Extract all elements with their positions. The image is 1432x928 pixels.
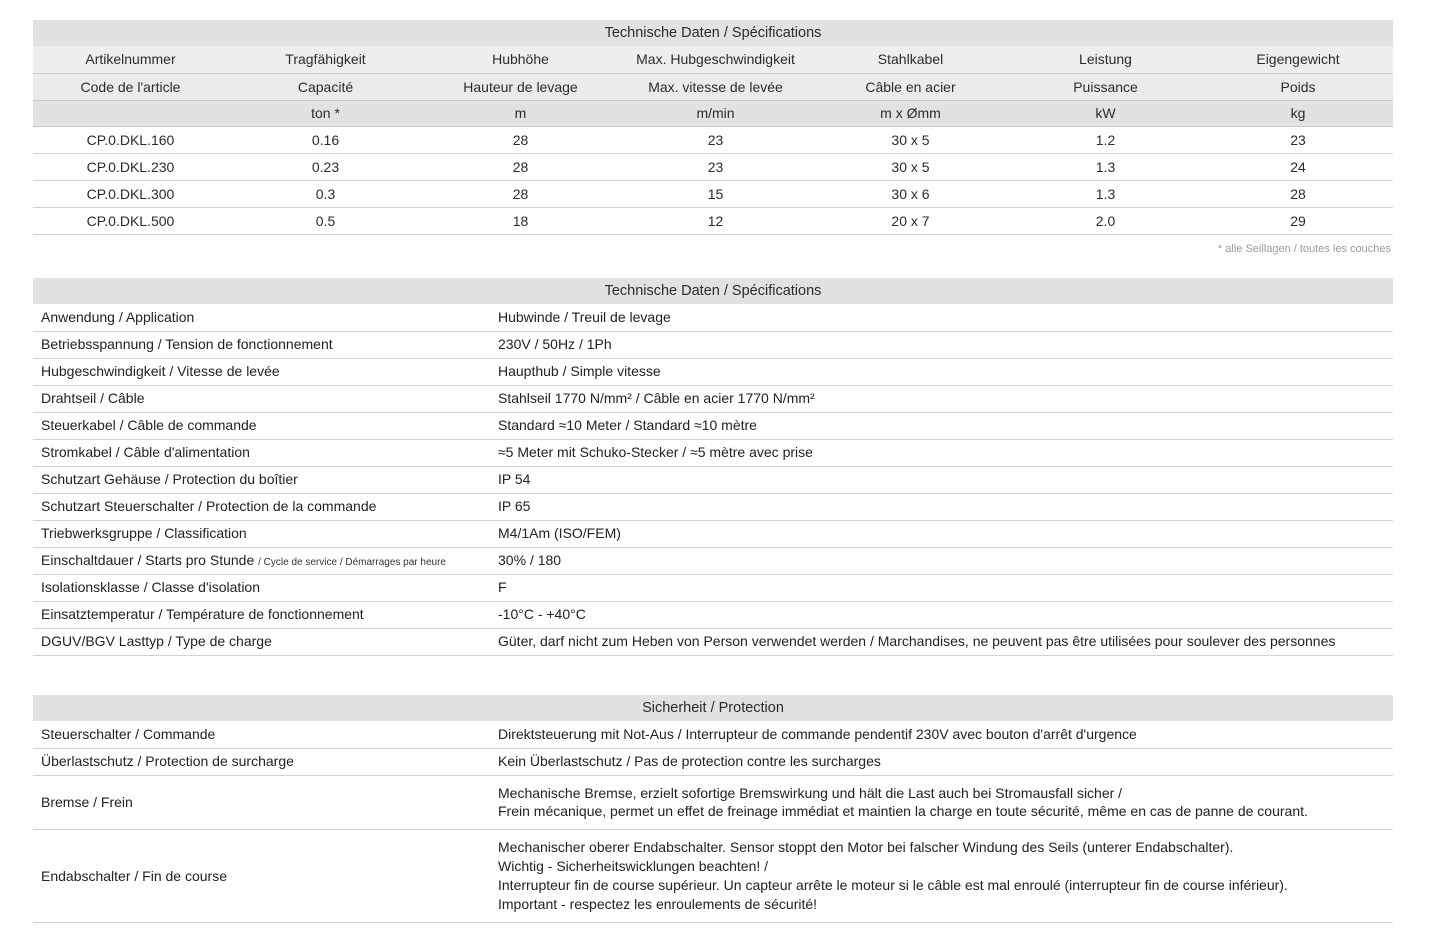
spec-label bbox=[33, 547, 488, 574]
cell-power: 1.2 bbox=[1008, 126, 1203, 153]
spec-row bbox=[33, 628, 1393, 655]
col-header-de: Leistung bbox=[1008, 46, 1203, 73]
table1-title: Technische Daten / Spécifications bbox=[33, 20, 1393, 46]
cell-steel-rope: 30 x 6 bbox=[813, 180, 1008, 207]
spec-value: Stahlseil 1770 N/mm² / Câble en acier 1770 N/mm² bbox=[488, 385, 1393, 412]
specifications-table-1 bbox=[33, 20, 1393, 255]
spec-label: Stromkabel / Câble d'alimentation bbox=[33, 439, 488, 466]
cell-capacity: 0.3 bbox=[228, 180, 423, 207]
spec-label: Hubgeschwindigkeit / Vitesse de levée bbox=[33, 358, 488, 385]
unit-cell: ton * bbox=[228, 100, 423, 126]
cell-article-code: CP.0.DKL.160 bbox=[33, 126, 228, 153]
safety-table bbox=[33, 695, 1393, 923]
col-header-fr: Poids bbox=[1203, 73, 1393, 100]
cell-steel-rope: 20 x 7 bbox=[813, 207, 1008, 234]
unit-cell: m x Ømm bbox=[813, 100, 1008, 126]
cell-capacity: 0.5 bbox=[228, 207, 423, 234]
col-header-fr: Max. vitesse de levée bbox=[618, 73, 813, 100]
safety-value-line: Interrupteur fin de course supérieur. Un capteur arrête le moteur si le câble est mal enroulé (interrupteur fin de course inférieur). bbox=[498, 877, 1288, 894]
spec-label: Drahtseil / Câble bbox=[33, 385, 488, 412]
table1-grid bbox=[33, 46, 1393, 235]
cell-power: 2.0 bbox=[1008, 207, 1203, 234]
spec-value: IP 54 bbox=[488, 466, 1393, 493]
spec-row bbox=[33, 439, 1393, 466]
unit-cell: kg bbox=[1203, 100, 1393, 126]
table1-footnote: * alle Seillagen / toutes les couches bbox=[1217, 242, 1391, 255]
cell-capacity: 0.16 bbox=[228, 126, 423, 153]
table-row bbox=[33, 207, 1393, 234]
cell-weight: 29 bbox=[1203, 207, 1393, 234]
spec-value: 30% / 180 bbox=[488, 547, 1393, 574]
spec-value: Standard ≈10 Meter / Standard ≈10 mètre bbox=[488, 412, 1393, 439]
safety-value bbox=[488, 830, 1393, 923]
spec-value: F bbox=[488, 574, 1393, 601]
col-header-fr: Câble en acier bbox=[813, 73, 1008, 100]
spec-label: Schutzart Steuerschalter / Protection de la commande bbox=[33, 493, 488, 520]
cell-weight: 24 bbox=[1203, 153, 1393, 180]
col-header-fr: Capacité bbox=[228, 73, 423, 100]
safety-row bbox=[33, 748, 1393, 775]
col-header-de: Hubhöhe bbox=[423, 46, 618, 73]
cell-article-code: CP.0.DKL.300 bbox=[33, 180, 228, 207]
spec-row bbox=[33, 466, 1393, 493]
spec-value: Güter, darf nicht zum Heben von Person verwendet werden / Marchandises, ne peuvent pas être utilisées pour soulever des personnes bbox=[488, 628, 1393, 655]
table2-title: Technische Daten / Spécifications bbox=[33, 278, 1393, 304]
table1-header-de bbox=[33, 46, 1393, 73]
col-header-de: Eigengewicht bbox=[1203, 46, 1393, 73]
safety-row bbox=[33, 775, 1393, 830]
safety-value-line: Frein mécanique, permet un effet de freinage immédiat et maintien la charge en toute sécurité, même en cas de panne de courant. bbox=[498, 803, 1308, 820]
table1-units-row bbox=[33, 100, 1393, 126]
spec-value: ≈5 Meter mit Schuko-Stecker / ≈5 mètre avec prise bbox=[488, 439, 1393, 466]
safety-label: Steuerschalter / Commande bbox=[33, 721, 488, 748]
cell-power: 1.3 bbox=[1008, 180, 1203, 207]
safety-label: Bremse / Frein bbox=[33, 775, 488, 830]
unit-cell: kW bbox=[1008, 100, 1203, 126]
col-header-fr: Puissance bbox=[1008, 73, 1203, 100]
safety-value bbox=[488, 775, 1393, 830]
spec-row bbox=[33, 574, 1393, 601]
table-row bbox=[33, 126, 1393, 153]
spec-label-sub: / Cycle de service / Démarrages par heure bbox=[258, 557, 446, 569]
safety-value-line: Important - respectez les enroulements de sécurité! bbox=[498, 895, 818, 912]
spec-label: Triebwerksgruppe / Classification bbox=[33, 520, 488, 547]
cell-article-code: CP.0.DKL.500 bbox=[33, 207, 228, 234]
spec-row bbox=[33, 493, 1393, 520]
spec-value: IP 65 bbox=[488, 493, 1393, 520]
safety-label: Überlastschutz / Protection de surcharge bbox=[33, 748, 488, 775]
safety-value bbox=[488, 748, 1393, 775]
unit-cell: m bbox=[423, 100, 618, 126]
safety-value-line: Wichtig - Sicherheitswicklungen beachten! / bbox=[498, 858, 769, 875]
cell-steel-rope: 30 x 5 bbox=[813, 126, 1008, 153]
spec-value: Haupthub / Simple vitesse bbox=[488, 358, 1393, 385]
table2-grid bbox=[33, 304, 1393, 656]
col-header-fr: Hauteur de levage bbox=[423, 73, 618, 100]
safety-row bbox=[33, 721, 1393, 748]
spec-row bbox=[33, 601, 1393, 628]
table3-title: Sicherheit / Protection bbox=[33, 695, 1393, 721]
cell-weight: 23 bbox=[1203, 126, 1393, 153]
spec-label: DGUV/BGV Lasttyp / Type de charge bbox=[33, 628, 488, 655]
safety-value-line: Kein Überlastschutz / Pas de protection contre les surcharges bbox=[498, 753, 881, 770]
cell-lift-height: 28 bbox=[423, 153, 618, 180]
col-header-de: Stahlkabel bbox=[813, 46, 1008, 73]
unit-cell bbox=[33, 100, 228, 126]
spec-label: Einsatztemperatur / Température de fonctionnement bbox=[33, 601, 488, 628]
col-header-fr: Code de l'article bbox=[33, 73, 228, 100]
safety-row bbox=[33, 830, 1393, 923]
cell-lift-height: 18 bbox=[423, 207, 618, 234]
safety-value-line: Direktsteuerung mit Not-Aus / Interrupteur de commande pendentif 230V avec bouton d'arrêt d'urgence bbox=[498, 725, 1137, 742]
spec-row bbox=[33, 331, 1393, 358]
spec-value: -10°C - +40°C bbox=[488, 601, 1393, 628]
cell-lift-speed: 12 bbox=[618, 207, 813, 234]
spec-row bbox=[33, 520, 1393, 547]
spec-label: Betriebsspannung / Tension de fonctionnement bbox=[33, 331, 488, 358]
spec-row bbox=[33, 304, 1393, 331]
safety-value-line: Mechanischer oberer Endabschalter. Sensor stoppt den Motor bei falscher Windung des Seils (unterer Endabschalter). bbox=[498, 839, 1234, 856]
col-header-de: Max. Hubgeschwindigkeit bbox=[618, 46, 813, 73]
spec-value: Hubwinde / Treuil de levage bbox=[488, 304, 1393, 331]
cell-lift-speed: 15 bbox=[618, 180, 813, 207]
table3-grid bbox=[33, 721, 1393, 923]
spec-row bbox=[33, 358, 1393, 385]
col-header-de: Tragfähigkeit bbox=[228, 46, 423, 73]
table-row bbox=[33, 180, 1393, 207]
spec-label: Schutzart Gehäuse / Protection du boîtier bbox=[33, 466, 488, 493]
specifications-table-2 bbox=[33, 278, 1393, 656]
spec-label-main: Einschaltdauer / Starts pro Stunde bbox=[41, 552, 255, 569]
spec-value: M4/1Am (ISO/FEM) bbox=[488, 520, 1393, 547]
spec-label: Isolationsklasse / Classe d'isolation bbox=[33, 574, 488, 601]
safety-label: Endabschalter / Fin de course bbox=[33, 830, 488, 923]
table1-header-fr bbox=[33, 73, 1393, 100]
spec-row bbox=[33, 385, 1393, 412]
cell-weight: 28 bbox=[1203, 180, 1393, 207]
spec-value: 230V / 50Hz / 1Ph bbox=[488, 331, 1393, 358]
cell-article-code: CP.0.DKL.230 bbox=[33, 153, 228, 180]
col-header-de: Artikelnummer bbox=[33, 46, 228, 73]
spec-label: Anwendung / Application bbox=[33, 304, 488, 331]
unit-cell: m/min bbox=[618, 100, 813, 126]
safety-value-line: Mechanische Bremse, erzielt sofortige Bremswirkung und hält die Last auch bei Stromausfall sicher / bbox=[498, 784, 1123, 801]
spec-label: Steuerkabel / Câble de commande bbox=[33, 412, 488, 439]
cell-lift-height: 28 bbox=[423, 180, 618, 207]
safety-value bbox=[488, 721, 1393, 748]
spec-row bbox=[33, 412, 1393, 439]
cell-lift-height: 28 bbox=[423, 126, 618, 153]
cell-steel-rope: 30 x 5 bbox=[813, 153, 1008, 180]
cell-lift-speed: 23 bbox=[618, 126, 813, 153]
cell-lift-speed: 23 bbox=[618, 153, 813, 180]
spec-row bbox=[33, 547, 1393, 574]
table-row bbox=[33, 153, 1393, 180]
cell-power: 1.3 bbox=[1008, 153, 1203, 180]
cell-capacity: 0.23 bbox=[228, 153, 423, 180]
